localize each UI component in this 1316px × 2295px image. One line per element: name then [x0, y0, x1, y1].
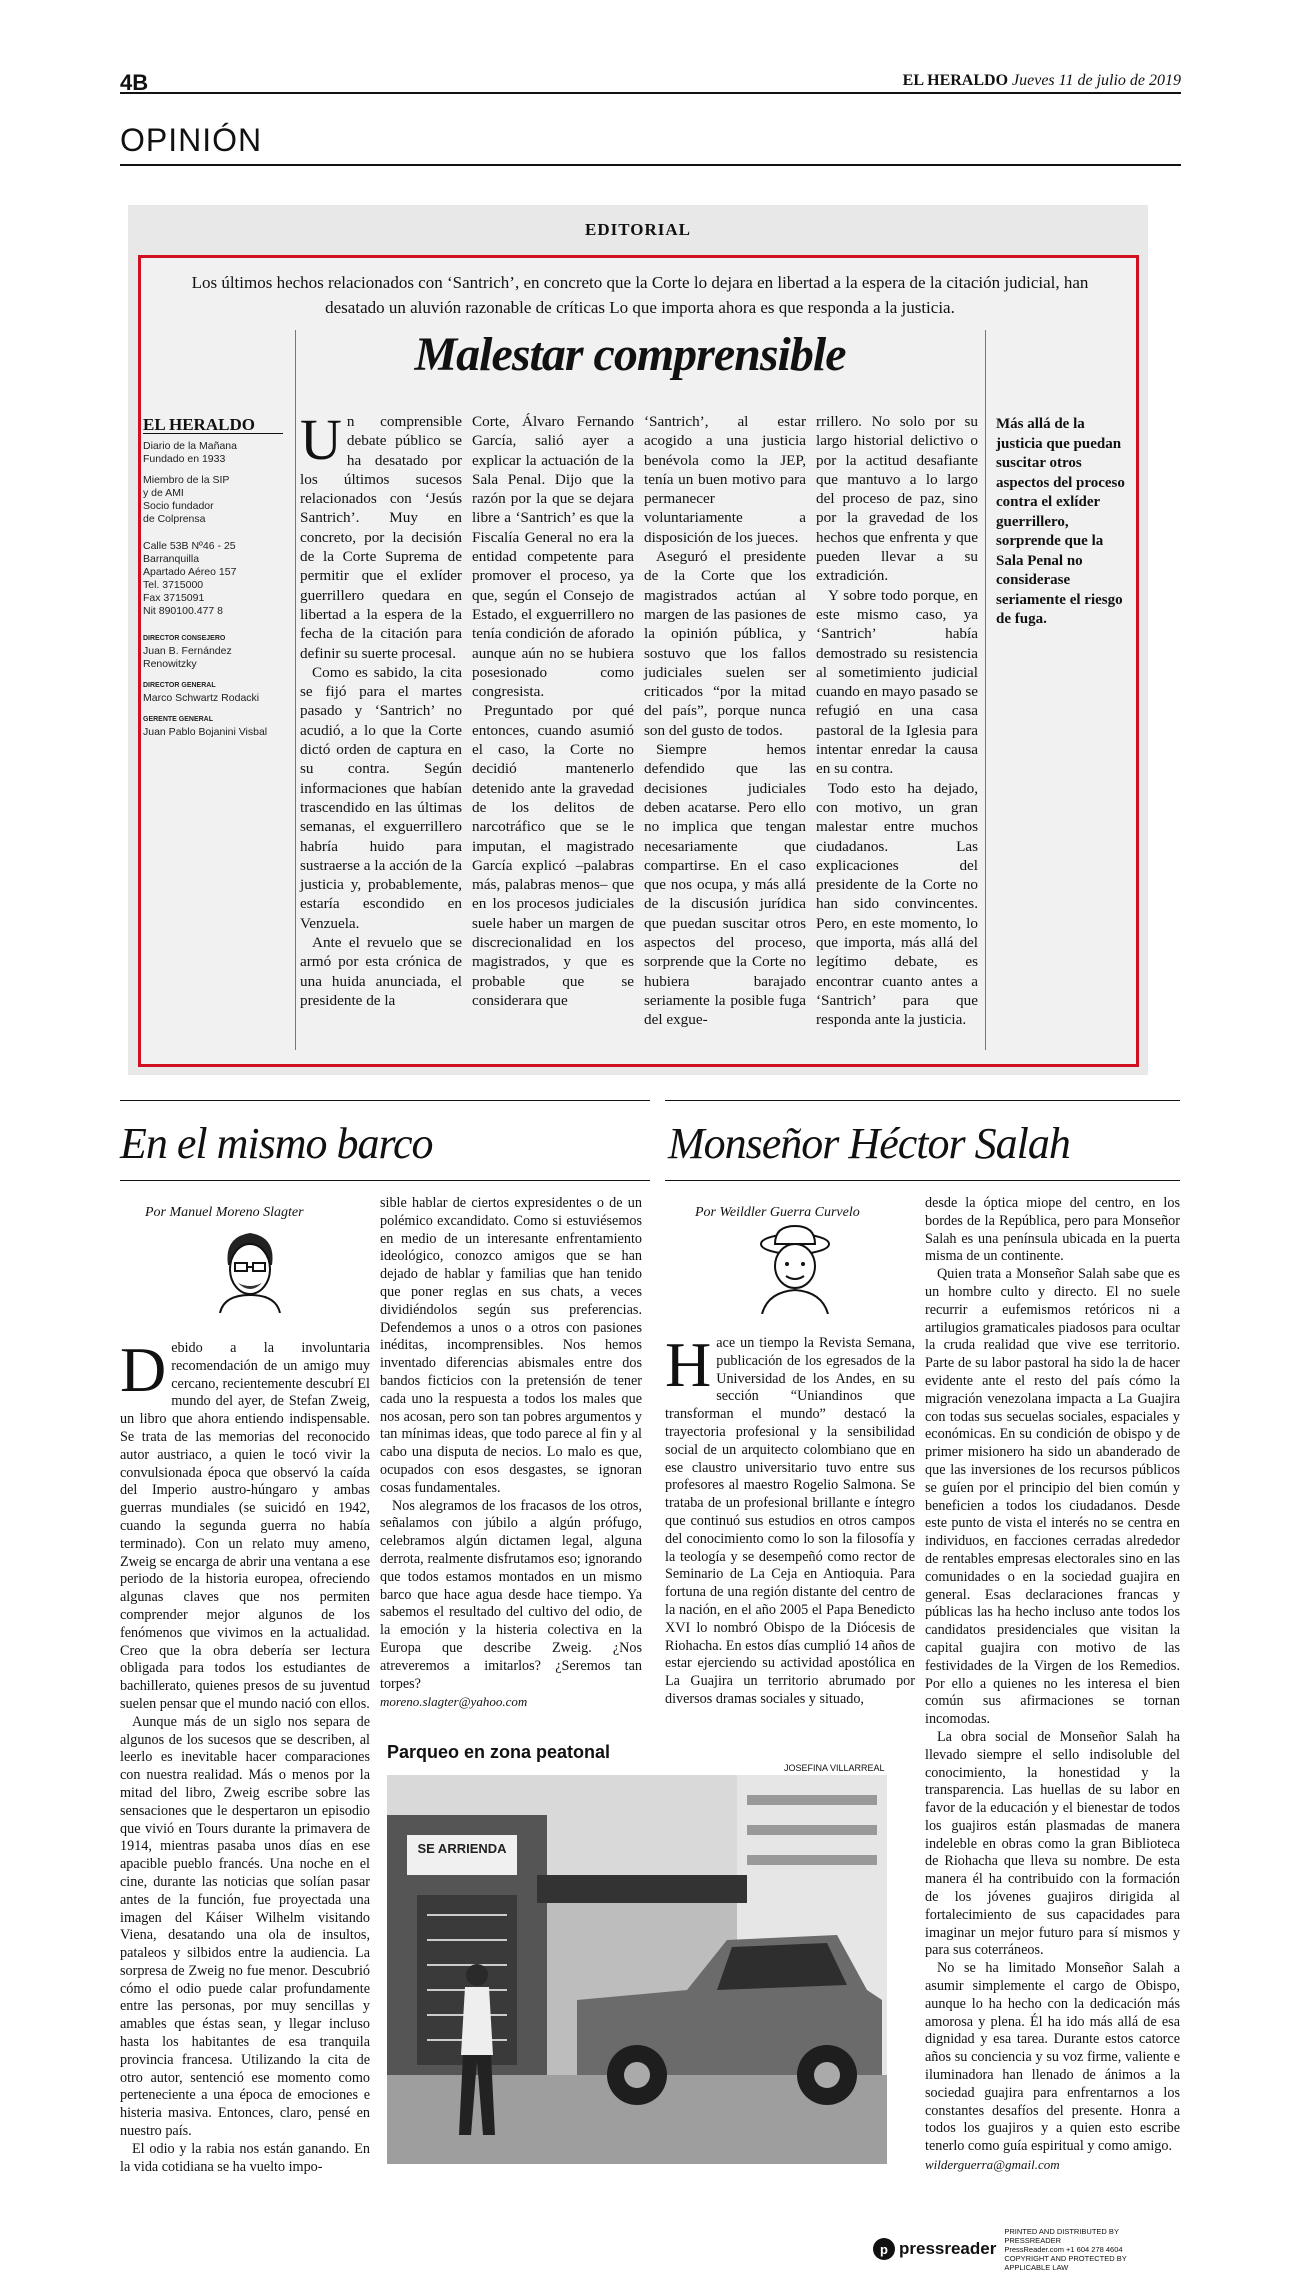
editorial-column-4: [816, 412, 978, 1030]
paragraph: Aseguró el presidente de la Corte que los magistrados actúan al margen de las pasiones de la opinión pública, y sostuvo que los fallos judiciales suelen ser criticados “por la mitad del país”, porque nunca son del gusto de todos.: [644, 548, 806, 739]
editorial-column-1: [300, 407, 462, 1010]
pressreader-line: COPYRIGHT AND PROTECTED BY APPLICABLE LAW: [1004, 2253, 1127, 2272]
paragraph: ‘Santrich’, al estar acogido a una justicia benévola como la JEP, tenía un buen motivo para permanecer voluntariamente a disposición de los jueces.: [644, 413, 806, 546]
paragraph: rrillero. No solo por su largo historial delictivo o por la actitud desafiante que mantuvo a lo largo del proceso de paz, sino por la gravedad de los hechos que enfrenta y que pueden llevar a su extradición.: [816, 413, 978, 585]
staff-brand: EL HERALDO: [143, 418, 283, 434]
column-left-text-2: [380, 1195, 642, 1711]
editorial-column-3: [644, 412, 806, 1030]
pressreader-logo: [873, 2238, 996, 2260]
paragraph: Todo esto ha dejado, con motivo, un gran malestar entre muchos ciudadanos. Las explicaciones del presidente de la Corte no han sido convincentes. Pero, en este momento, lo que importa, más allá del legítimo debate, es encontrar cuanto antes a ‘Santrich’ para que responda ante la justicia.: [816, 779, 978, 1029]
staff-role: DIRECTOR CONSEJERO: [143, 635, 226, 642]
staff-address: Calle 53B Nº46 - 25 Barranquilla Apartado Aéreo 157 Tel. 3715000 Fax 3715091 Nit 890100.477 8: [143, 540, 237, 617]
editorial-column-2: [472, 412, 634, 1010]
paragraph: La obra social de Monseñor Salah ha llevado siempre el sello indisoluble del conocimiento, la honestidad y la transparencia. Las huellas de su labor en favor de la educación y el bienestar de todos los guajiros están plasmadas de manera indeleble en obras como la gran Biblioteca de Riohacha que lleva su nombre. De esta manera él ha contribuido con la formación de los jóvenes guajiros dirigida al fortalecimiento de sus capacidades para imaginar un mejor futuro para sí mismos y para sus coterráneos.: [925, 1728, 1180, 1959]
pressreader-line: PRINTED AND DISTRIBUTED BY PRESSREADER: [1004, 2226, 1119, 2245]
paragraph: Corte, Álvaro Fernando García, salió ayer a explicar la actuación de la Sala Penal. Dijo que la razón por la que se dejara libre a ‘Santrich’ es que la Fiscalía General no era la entidad competente para promover el proceso, ya que, según el Consejo de Estado, el exguerrillero no tenía condición de aforado aunque aún no se hubiera posesionado como congresista.: [472, 413, 634, 701]
editorial-title: Malestar comprensible: [414, 328, 846, 381]
paragraph: No se ha limitado Monseñor Salah a asumir simplemente el cargo de Obispo, aunque lo ha hecho con la dedicación más amorosa y plena. Él ha ido más allá de esa dignidad y esa tarea. Durante estos catorce años su conciencia y su voz firme, valiente e iluminadora han llenado de ánimos a la sociedad guajira para enfrentarnos a los constantes desafíos del presente. Honra a todos los guajiros y a quien esto escribe tenerlo como guía espiritual y como amigo.: [925, 1960, 1180, 2155]
author-portrait-right: [752, 1222, 838, 1314]
news-photo: [387, 1775, 887, 2164]
drop-cap: D: [120, 1334, 167, 1405]
staff-box: [143, 415, 283, 747]
column-right-text-2: [925, 1195, 1180, 2174]
column-title-right: Monseñor Héctor Salah: [668, 1119, 1070, 1168]
byline-left: Por Manuel Moreno Slagter: [145, 1205, 304, 1220]
staff-name: Marco Schwartz Rodacki: [143, 692, 260, 704]
column-title-rule: [120, 1180, 650, 1181]
pull-quote: Más allá de la justicia que puedan suscitar otros aspectos del proceso contra el exlíder guerrillero, sorprende que la Sala Penal no considerase seriamente el riesgo de fuga.: [996, 416, 1125, 627]
author-email-left[interactable]: moreno.slagter@yahoo.com: [380, 1694, 528, 1710]
column-top-rule: [665, 1100, 1180, 1101]
column-top-rule: [120, 1100, 650, 1101]
staff-role: GERENTE GENERAL: [143, 716, 214, 723]
paper-name: EL HERALDO: [902, 72, 1009, 89]
column-right-text-1: [665, 1329, 915, 1709]
drop-cap: U: [300, 407, 342, 472]
staff-name: Juan Pablo Bojanini Visbal: [143, 726, 268, 738]
author-email-right[interactable]: wilderguerra@gmail.com: [925, 2157, 1060, 2173]
paragraph: desde la óptica miope del centro, en los bordes de la República, pero para Monseñor Salah es una península ubicada en la puerta misma de un continente.: [925, 1195, 1180, 1265]
paragraph: n comprensible debate público se ha desatado por los últimos sucesos relacionados con ‘Jesús Santrich’. Muy en concreto, por la decisión de la Corte Suprema de permitir que el exlíder guerrillero quedara en libertad a la espera de la fecha de la citación para definir su suerte procesal.: [300, 413, 462, 662]
paragraph: ebido a la involuntaria recomendación de un amigo muy cercano, recientemente descubrí El mundo del ayer, de Stefan Zweig, un libro que ahora entiendo indispensable. Se trata de las memorias del reconocido autor austriaco, a quien le tocó vivir la convulsionada época que observó la caída del Imperio austro-húngaro y ambas guerras mundiales (se suicidó en 1942, cuando la segunda guerra no había terminado). Con un relato muy ameno, Zweig se encarga de abrir una ventana a ese periodo de la historia europea, ofreciendo algunas claves que nos permiten comprender mejor algunos de los fenómenos que vivimos en la actualidad. Creo que la obra debería ser lectura obligada para todos los estudiantes de bachillerato, quienes presos de su juventud suelen pensar que el mundo nació con ellos.: [120, 1340, 370, 1712]
pressreader-wordmark: pressreader: [899, 2239, 997, 2258]
page-number: 4B: [120, 70, 149, 95]
section-rule: [120, 164, 1181, 166]
issue-date: Jueves 11 de julio de 2019: [1012, 72, 1181, 89]
staff-role: DIRECTOR GENERAL: [143, 682, 216, 689]
section-title: OPINIÓN: [120, 122, 263, 158]
paragraph: Ante el revuelo que se armó por esta crónica de una huida anunciada, el presidente de la: [300, 934, 462, 1009]
column-title-rule: [665, 1180, 1180, 1181]
column-divider: [295, 330, 296, 1050]
staff-info: Diario de la Mañana Fundado en 1933: [143, 440, 237, 465]
pressreader-notice: [1004, 2227, 1163, 2272]
paragraph: Preguntado por qué entonces, cuando asumió el caso, la Corte no decidió mantenerlo detenido ante la gravedad de los delitos de narcotráfico que se le imputan, el magistrado García explicó –palabras más, palabras menos– que en los procesos judiciales suele haber un margen de discrecionalidad en los magistrados, y que es probable que se considerara que: [472, 702, 634, 1009]
staff-info: Miembro de la SIP y de AMI Socio fundador de Colprensa: [143, 474, 230, 525]
paragraph: Quien trata a Monseñor Salah sabe que es un hombre culto y directo. El no suele recurrir a eufemismos retóricos ni a artilugios gramaticales piadosos para ocultar la cruda realidad que vive ese territorio. Parte de su labor pastoral ha sido la de hacer evidente ante el resto del país cómo la migración venezolana impacta a La Guajira con todas sus secuelas sociales, espaciales y económicas. En su condición de obispo y de primer misionero ha sido un abanderado de que las inversiones de los recursos públicos se guíen por el principio del bien común y beneficien a todos los ciudadanos. Desde este punto de vista el interés no se centra en individuos, en facciones cerradas alrededor de rentables empresas electorales sino en las comunidades o en la sociedad guajira en general. Esas declaraciones francas y públicas las ha hecho incluso ante todos los candidatos presidenciales que visitan la capital guajira con motivo de las festividades de la Virgen de los Remedios. Por ello a quienes no les interesa el bien común sus afirmaciones se tornan incomodas.: [925, 1266, 1180, 1728]
photo-title: Parqueo en zona peatonal: [387, 1742, 611, 1762]
sign-text: SE ARRIENDA: [417, 1841, 507, 1856]
paragraph: ace un tiempo la Revista Semana, publicación de los egresados de la Universidad de los Andes, en su sección “Uniandinos que transforman el mundo” destacó la trayectoria profesional y la sensibilidad social de un arquitecto colombiano que en ese claustro universitario tuvo entre sus profesores al maestro Rogelio Salmona. Se trataba de un profesional brillante e íntegro que continuó sus estudios en otros campos del conocimiento como lo son la filosofía y la teología y se desempeñó como rector de Seminario de La Ceja en Antioquia. Para fortuna de una región distante del centro de la nación, en el año 2005 el Papa Benedicto XVI lo nombró Obispo de la Diócesis de Riohacha. En estos días cumplió 14 años de estar ejerciendo su actividad apostólica en La Guajira un territorio abrumado por diversos dramas sociales y situado,: [665, 1335, 915, 1707]
paragraph: Aunque más de un siglo nos separa de algunos de los sucesos que se describen, al leerlo es inevitable hacer comparaciones con nuestra realidad. Más o menos por la mitad del libro, Zweig escribe sobre las sensaciones que le despertaron un episodio que vivió en Tours durante la primavera de 1914, mientras pasaba unos días en ese apacible pueblo francés. Una noche en el cine, durante las noticias que solían pasar antes de la función, fue proyectada una imagen del Káiser Wilhelm visitando Viena, desatando una ola de insultos, pataleos y silbidos entre la audiencia. La sorpresa de Zweig no fue menor. Descubrió cómo el odio puede calar profundamente entre las personas, por muy sencillas y amables que éstas sean, y llegar incluso hasta los habitantes de esa tranquila provincia francesa. Utilizando la cita de otro autor, sentenció ese momento como perteneciente a una época de emociones e histeria masiva. Entonces, claro, pensé en nuestro país.: [120, 1713, 370, 2140]
top-rule: [120, 92, 1181, 94]
paragraph: sible hablar de ciertos expresidentes o de un polémico excandidato. Como si estuviésemos en medio de un interesante enfrentamiento ideológico, conozco amigos que se han dejado de hablar y familias que han tenido que poner reglas en sus chats, a veces dividiéndolos según sus preferencias. Defendemos a unos o a otros con pasiones inéditas, incomprensibles. Nos hemos inventado diferencias abismales entre dos bandos ficticios con la pretensión de tener cada uno la respuesta a todos los males que nos acosan, pero son tan pobres argumentos y tan mínimas ideas, que todo parece al fin y al cabo una disputa de necios. Lo malo es que, ocupados con esos desgastes, se ignoran cosas fundamentales.: [380, 1195, 642, 1496]
column-divider: [985, 330, 986, 1050]
pressreader-footer[interactable]: [873, 2226, 1163, 2272]
paragraph: Nos alegramos de los fracasos de los otros, señalamos con júbilo a algún prófugo, celebramos algún dictamen legal, alguna derrota, realmente disfrutamos eso; ignorando que todos estamos montados en un mismo barco que hace agua desde hace tiempo. Ya sabemos el resultado del cultivo del odio, de la emoción y la histeria colectiva en la Europa que describe Zweig. ¿Nos atreveremos a imitarlos? ¿Seremos tan torpes?: [380, 1497, 642, 1692]
photo-credit: JOSEFINA VILLARREAL: [784, 1763, 885, 1773]
author-portrait-left: [210, 1225, 290, 1313]
editorial-deck: Los últimos hechos relacionados con ‘Santrich’, en concreto que la Corte lo dejara en libertad a la espera de la citación judicial, han desatado un aluvión razonable de críticas Lo que importa ahora es que responda a la justicia.: [191, 273, 1089, 317]
pressreader-icon: p: [873, 2238, 895, 2260]
masthead: [903, 72, 1181, 90]
photo-scene: [387, 1775, 887, 2164]
column-left-text-1: [120, 1334, 370, 2176]
paragraph: Siempre hemos defendido que las decisiones judiciales deben acatarse. Pero ello no implica que tengan necesariamente que compartirse. En el caso que nos ocupa, y más allá de la discusión jurídica que puedan suscitar otros aspectos del proceso, sorprende que la Corte no hubiera barajado seriamente la posible fuga del exgue-: [644, 741, 806, 1029]
pressreader-line: PressReader.com +1 604 278 4604: [1004, 2244, 1123, 2254]
editorial-label: EDITORIAL: [585, 220, 691, 239]
drop-cap: H: [665, 1329, 712, 1400]
paragraph: Como es sabido, la cita se fijó para el martes pasado y ‘Santrich’ no acudió, a lo que la Corte dictó orden de captura en su contra. Según informaciones que habían trascendido en las últimas semanas, el exguerrillero habría huido para sustraerse a la acción de la justicia y, probablemente, estaría escondido en Venzuela.: [300, 663, 462, 932]
paragraph: Y sobre todo porque, en este mismo caso, ya ‘Santrich’ había demostrado su resistencia al sometimiento judicial cuando en mayo pasado se refugió en una casa pastoral de la Iglesia para intentar enredar la causa en su contra.: [816, 586, 978, 778]
byline-right: Por Weildler Guerra Curvelo: [695, 1205, 860, 1220]
column-title-left: En el mismo barco: [120, 1119, 433, 1168]
paragraph: El odio y la rabia nos están ganando. En la vida cotidiana se ha vuelto impo-: [120, 2140, 370, 2175]
staff-name: Juan B. Fernández Renowitzky: [143, 645, 232, 670]
